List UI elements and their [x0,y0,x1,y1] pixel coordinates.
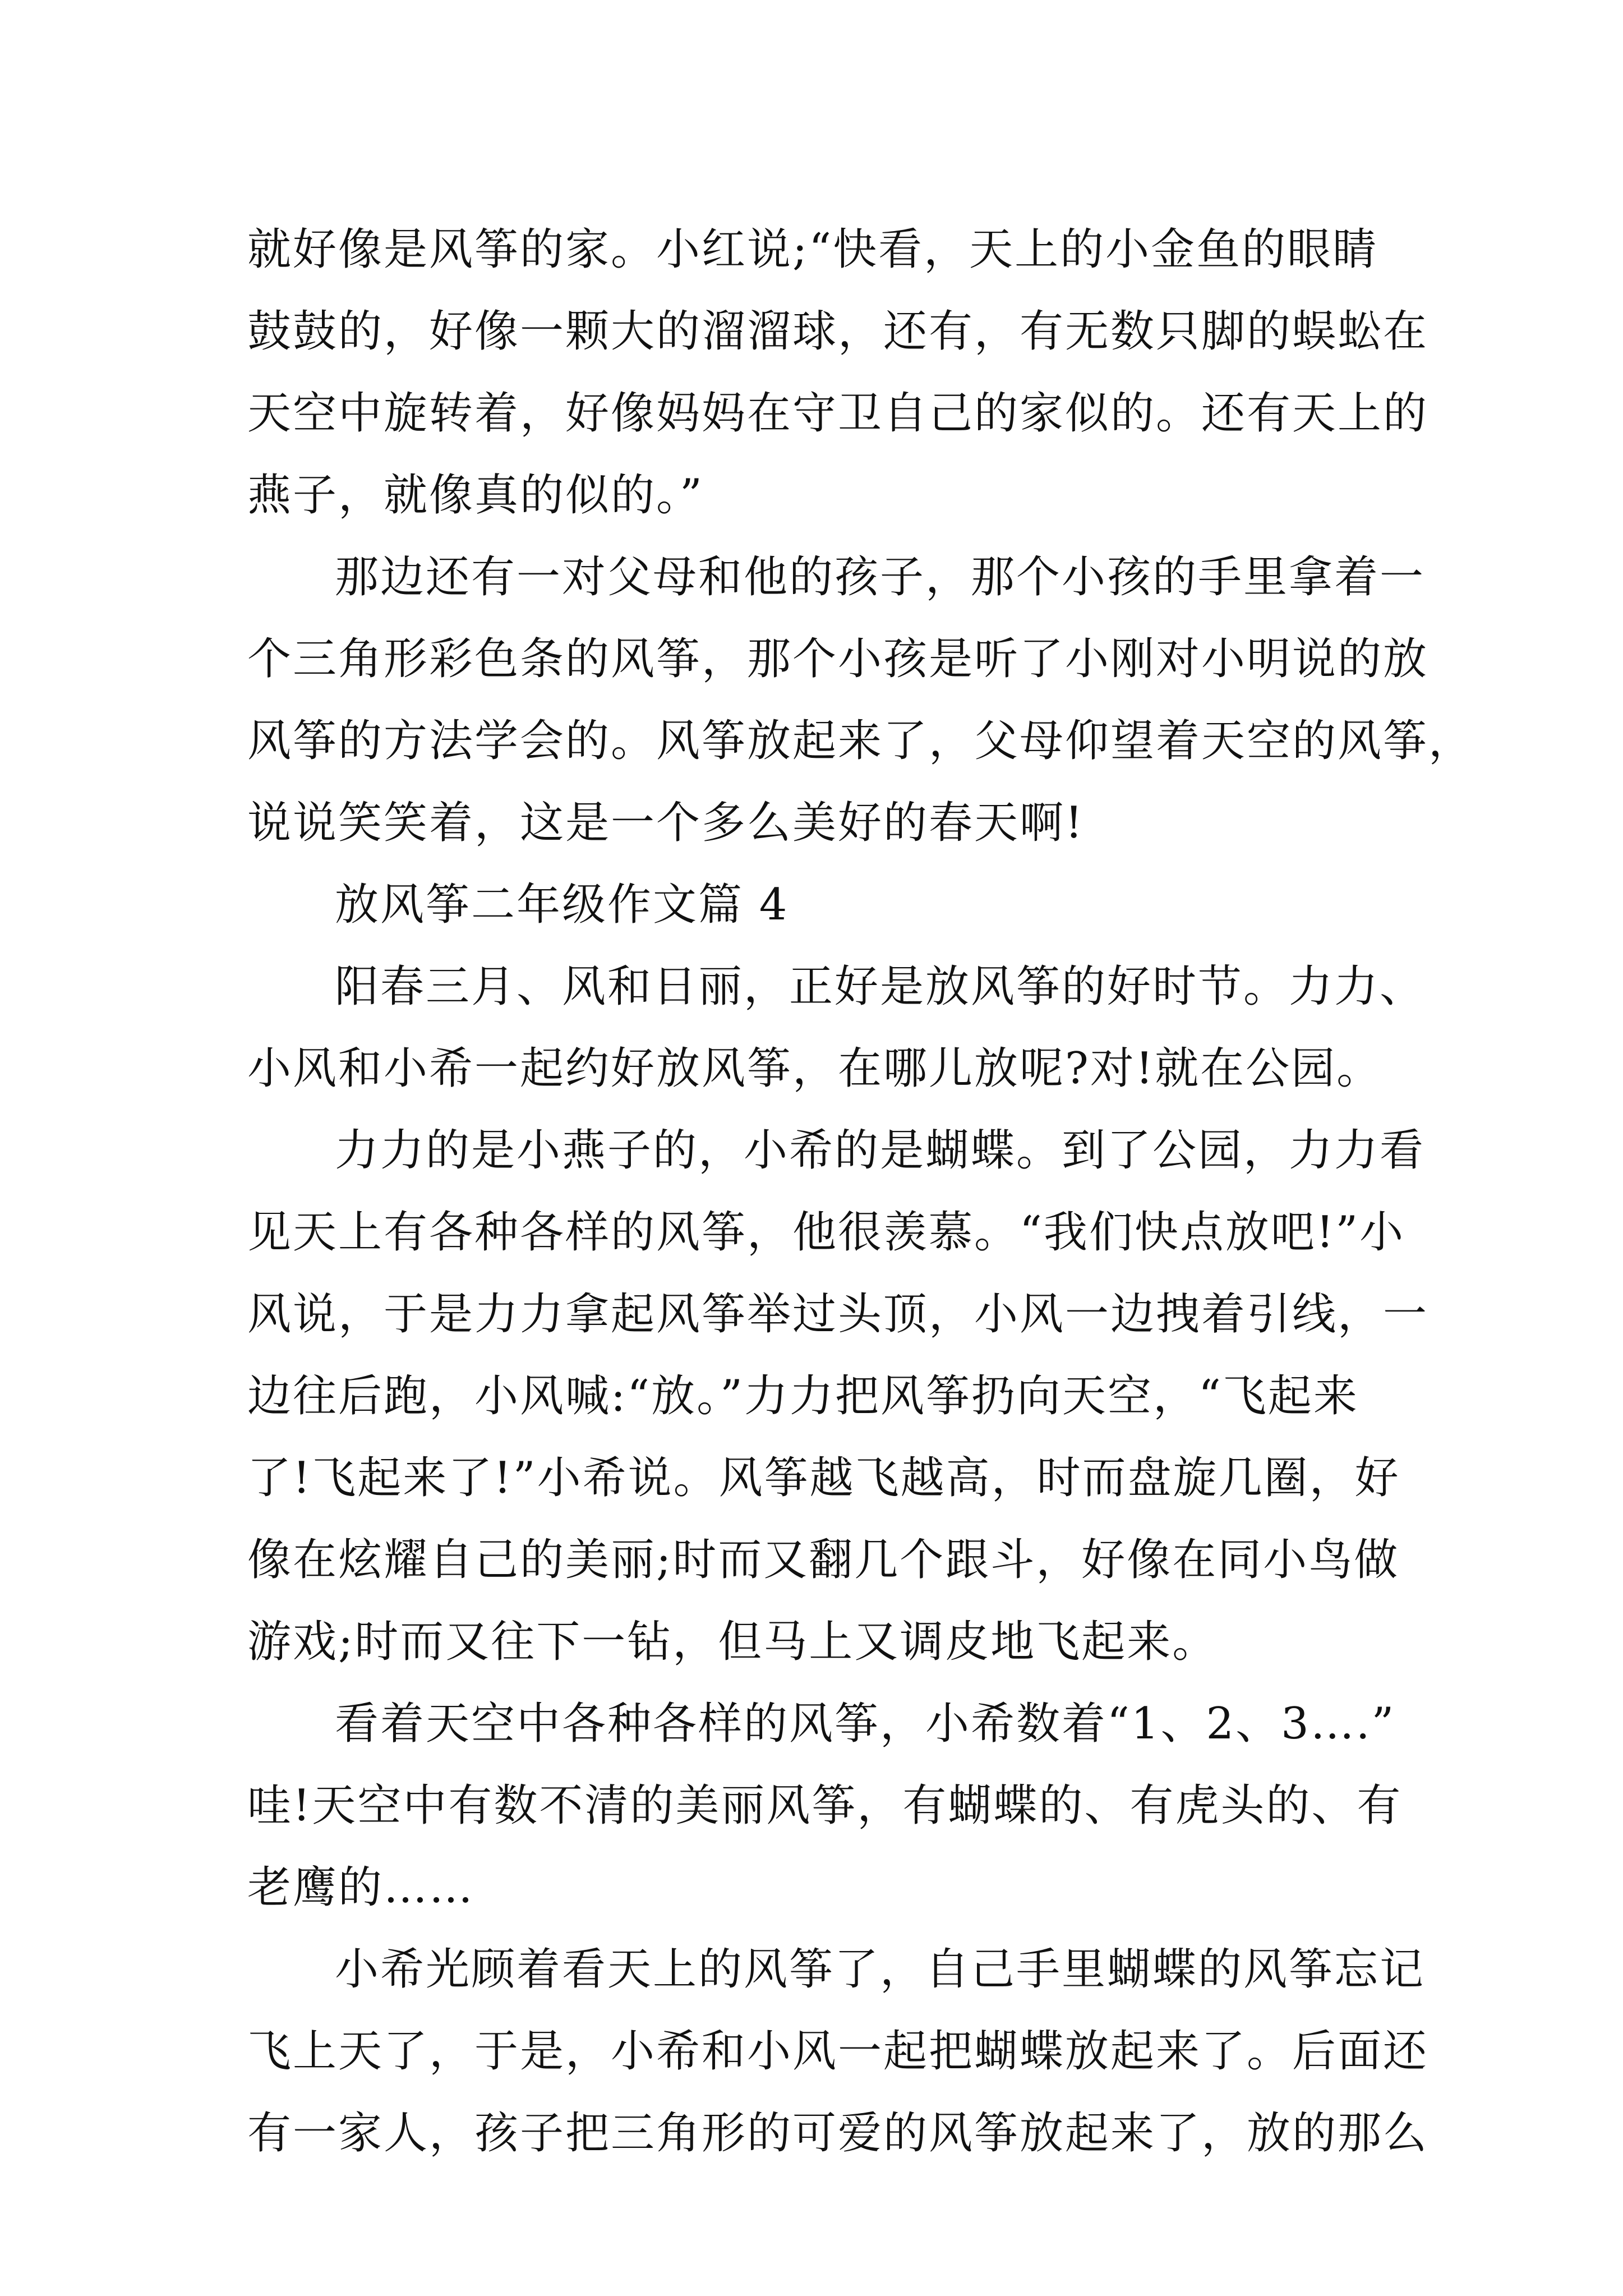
text-line-13: 见天上有各种各样的风筝，他很羡慕。“我们快点放吧!”小 [247,1207,1405,1258]
text-line-18: 游戏;时而又往下一钻，但马上又调皮地飞起来。 [247,1617,1218,1667]
text-line-12: 力力的是小燕子的，小希的是蝴蝶。到了公园，力力看 [335,1125,1426,1176]
text-line-8: 说说笑笑着，这是一个多么美好的春天啊! [247,798,1085,848]
text-line-21: 老鹰的…… [247,1862,475,1913]
text-line-5: 那边还有一对父母和他的孩子，那个小孩的手里拿着一 [335,552,1426,602]
text-line-7: 风筝的方法学会的。风筝放起来了，父母仰望着天空的风筝， [247,716,1474,766]
text-line-14: 风说，于是力力拿起风筝举过头顶，小风一边拽着引线，一 [247,1289,1429,1340]
text-line-16: 了!飞起来了!”小希说。风筝越飞越高，时而盘旋几圈，好 [247,1453,1400,1503]
text-line-19: 看着天空中各种各样的风筝，小希数着“1、2、3….” [335,1699,1396,1749]
text-line-2: 鼓鼓的，好像一颗大的溜溜球，还有，有无数只脚的蜈蚣在 [247,306,1429,357]
text-line-23: 飞上天了，于是，小希和小风一起把蝴蝶放起来了。后面还 [247,2026,1429,2077]
text-line-10: 阳春三月、风和日丽，正好是放风筝的好时节。力力、 [335,961,1426,1012]
text-line-20: 哇!天空中有数不清的美丽风筝，有蝴蝶的、有虎头的、有 [247,1780,1403,1831]
document-body [247,209,1474,2174]
section-heading: 放风筝二年级作文篇 4 [335,880,789,930]
text-line-22: 小希光顾着看天上的风筝了，自己手里蝴蝶的风筝忘记 [335,1944,1426,1995]
text-line-24: 有一家人，孩子把三角形的可爱的风筝放起来了，放的那么 [247,2108,1429,2159]
text-line-3: 天空中旋转着，好像妈妈在守卫自己的家似的。还有天上的 [247,388,1429,439]
text-line-17: 像在炫耀自己的美丽;时而又翻几个跟斗，好像在同小鸟做 [247,1535,1400,1585]
text-line-15: 边往后跑，小风喊:“放。”力力把风筝扔向天空，“飞起来 [247,1371,1359,1421]
text-line-1: 就好像是风筝的家。小红说;“快看，天上的小金鱼的眼睛 [247,224,1378,275]
text-line-6: 个三角形彩色条的风筝，那个小孩是听了小刚对小明说的放 [247,634,1429,684]
text-line-4: 燕子，就像真的似的。” [247,470,704,521]
text-line-11: 小风和小希一起约好放风筝，在哪儿放呢?对!就在公园。 [247,1043,1382,1094]
